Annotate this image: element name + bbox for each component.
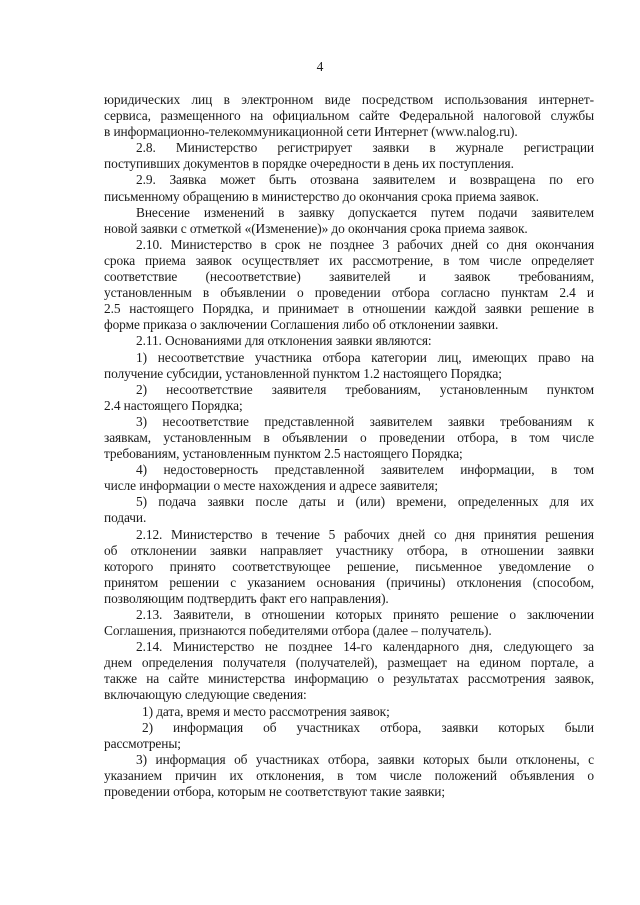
paragraph [104, 414, 594, 462]
text-line: соответствие (несоответствие) заявителей и заявок требованиям, [104, 269, 594, 285]
text-line: в информационно-телекоммуникационной сети Интернет (www.nalog.ru). [104, 124, 518, 140]
paragraph [104, 140, 594, 172]
paragraph [104, 639, 594, 703]
text-line: позволяющим подтвердить факт его направления). [104, 590, 389, 606]
text-line: которого принято соответствующее решение, письменное уведомление о [104, 558, 594, 574]
paragraph [104, 462, 594, 494]
paragraph [104, 92, 594, 140]
paragraph [104, 333, 594, 349]
text-line: новой заявки с отметкой «(Изменение)» до окончания срока приема заявок. [104, 220, 528, 236]
text-line: 2.8. Министерство регистрирует заявки в журнале регистрации [136, 140, 594, 156]
text-line: рассмотрены; [104, 735, 181, 751]
text-line: 5) подача заявки после даты и (или) времени, определенных для их [136, 494, 594, 510]
text-line: также на сайте министерства информацию о результатах рассмотрения заявок, [104, 671, 594, 687]
text-line: 2) информация об участниках отбора, заявки которых были [142, 719, 594, 735]
text-line: принятом решении с указанием основания (причины) отклонения (способом, [104, 574, 594, 590]
text-line: установленным в объявлении о проведении отбора согласно пунктам 2.4 и [104, 285, 594, 301]
text-line: об отклонении заявки направляет участнику отбора, в отношении заявки [104, 542, 594, 558]
text-line: 2.11. Основаниями для отклонения заявки являются: [136, 333, 432, 349]
paragraph [104, 205, 594, 237]
text-line: 1) дата, время и место рассмотрения заявок; [142, 703, 390, 719]
text-line: сервиса, размещенного на официальном сайте Федеральной налоговой службы [104, 108, 594, 124]
text-line: Внесение изменений в заявку допускается путем подачи заявителем [136, 204, 594, 220]
text-line: требованиям, установленным пунктом 2.5 настоящего Порядка; [104, 446, 463, 462]
paragraph [104, 607, 594, 639]
text-line: 2.5 настоящего Порядка, и принимает в отношении каждой заявки решение в [104, 301, 594, 317]
text-line: подачи. [104, 510, 147, 526]
text-line: 2) несоответствие заявителя требованиям, установленным пунктом [136, 381, 594, 397]
paragraph [104, 704, 594, 720]
paragraph [104, 172, 594, 204]
text-line: 4) недостоверность представленной заявителем информации, в том [136, 462, 594, 478]
text-line: 2.4 настоящего Порядка; [104, 397, 243, 413]
text-line: проведении отбора, которым не соответствуют такие заявки; [104, 784, 445, 800]
text-line: получение субсидии, установленной пунктом 1.2 настоящего Порядка; [104, 365, 502, 381]
paragraph [104, 237, 594, 334]
text-line: 2.9. Заявка может быть отозвана заявителем и возвращена по его [136, 172, 594, 188]
paragraph [104, 494, 594, 526]
text-line: 3) информация об участниках отбора, заявки которых были отклонены, с [136, 751, 594, 767]
text-line: 2.12. Министерство в течение 5 рабочих дней со дня принятия решения [136, 526, 594, 542]
text-line: заявкам, установленным в объявлении о проведении отбора, в том числе [104, 429, 594, 445]
text-line: включающую следующие сведения: [104, 687, 307, 703]
text-line: поступивших документов в порядке очередности в день их поступления. [104, 156, 514, 172]
text-line: 2.13. Заявители, в отношении которых принято решение о заключении [136, 607, 594, 622]
text-line: числе информации о месте нахождения и адресе заявителя; [104, 478, 438, 494]
text-line: указанием причин их отклонения, в том числе положений объявления о [104, 767, 594, 783]
paragraph [104, 527, 594, 607]
paragraph [104, 382, 594, 414]
page-number: 4 [316, 59, 324, 74]
text-line: 1) несоответствие участника отбора категории лиц, имеющих право на [136, 349, 594, 365]
text-line: 3) несоответствие представленной заявителем заявки требованиям к [136, 413, 594, 429]
text-line: Соглашения, признаются победителями отбора (далее – получатель). [104, 623, 492, 639]
text-line: письменному обращению в министерство до окончания срока приема заявок. [104, 188, 539, 204]
paragraph [104, 752, 594, 800]
text-line: днем определения получателя (получателей), размещает на едином портале, а [104, 655, 594, 671]
paragraph [104, 350, 594, 382]
text-line: юридических лиц в электронном виде посредством использования интернет- [104, 92, 594, 107]
text-line: 2.14. Министерство не позднее 14-го календарного дня, следующего за [136, 639, 594, 655]
text-line: 2.10. Министерство в срок не позднее 3 рабочих дней со дня окончания [136, 236, 594, 252]
text-line: срока приема заявок осуществляет их рассмотрение, в том числе определяет [104, 252, 594, 268]
text-line: форме приказа о заключении Соглашения либо об отклонении заявки. [104, 317, 499, 333]
document-body [104, 92, 594, 800]
paragraph [104, 720, 594, 752]
